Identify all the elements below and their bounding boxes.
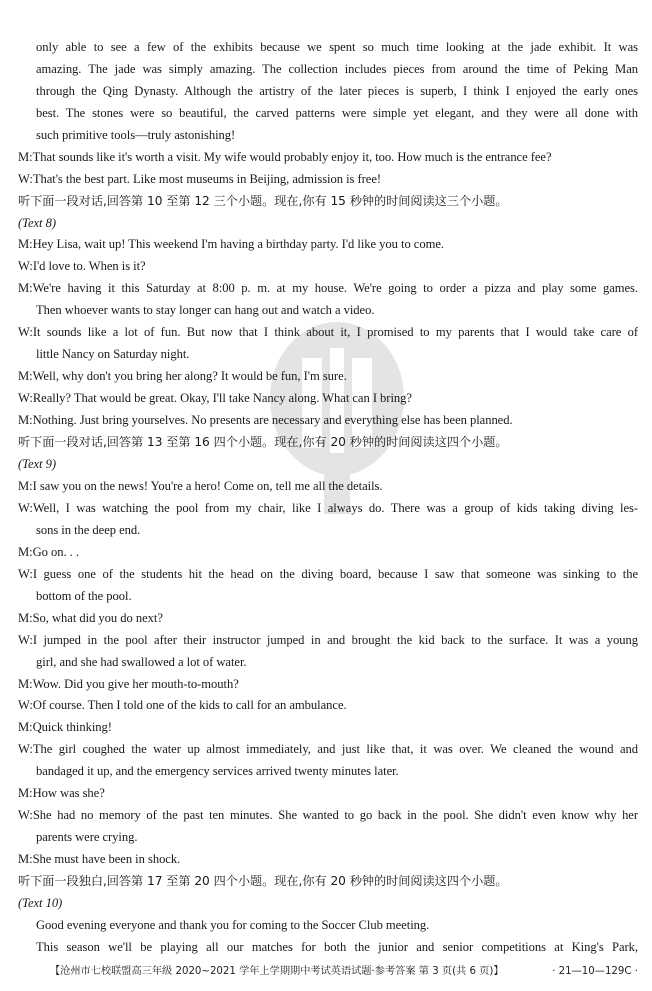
text-line: Then whoever wants to stay longer can hang out and watch a video. <box>36 303 375 317</box>
dialogue-line: M:That sounds like it's worth a visit. My wife would probably enjoy it, too. How much is the entrance fee? <box>18 150 552 164</box>
text-line: such primitive tools—truly astonishing! <box>36 128 236 142</box>
dialogue-line: W:I'd love to. When is it? <box>18 259 146 273</box>
dialogue-line: W:The girl coughed the water up almost immediately, and just like that, it was over. We cleaned the wound and <box>18 742 638 756</box>
text-line: best. The stones were so beautiful, the carved patterns were simple yet elegant, and they were all done with <box>36 106 638 120</box>
text-line: only able to see a few of the exhibits because we spent so much time looking at the jade exhibit. It was <box>36 40 638 54</box>
section-instruction: 听下面一段对话,回答第 10 至第 12 三个小题。现在,你有 15 秒钟的时间阅读这三个小题。 <box>18 194 508 208</box>
text-heading: (Text 8) <box>18 216 56 230</box>
dialogue-line: W:She had no memory of the past ten minutes. She wanted to go back in the pool. She didn't even know why her <box>18 808 638 822</box>
text-line: little Nancy on Saturday night. <box>36 347 190 361</box>
dialogue-line: W:I jumped in the pool after their instructor jumped in and brought the kid back to the surface. It was a young <box>18 633 638 647</box>
page-footer <box>50 965 638 978</box>
dialogue-line: M:How was she? <box>18 786 105 800</box>
dialogue-line: M:She must have been in shock. <box>18 852 181 866</box>
dialogue-line: W:Well, I was watching the pool from my chair, like I always do. There was a group of kids taking diving les- <box>18 501 638 515</box>
text-heading: (Text 10) <box>18 896 63 910</box>
monologue-line: This season we'll be playing all our matches for both the junior and senior competitions at King's Park, <box>36 940 638 954</box>
dialogue-line: M:Hey Lisa, wait up! This weekend I'm having a birthday party. I'd like you to come. <box>18 237 444 251</box>
dialogue-line: M:We're having it this Saturday at 8:00 p. m. at my house. We're going to order a pizza and play some games. <box>18 281 638 295</box>
dialogue-line: M:Go on. . . <box>18 545 79 559</box>
dialogue-line: W:It sounds like a lot of fun. But now that I think about it, I promised to my parents that I would take care of <box>18 325 638 339</box>
dialogue-line: M:Nothing. Just bring yourselves. No presents are necessary and everything else has been planned. <box>18 413 513 427</box>
dialogue-line: W:I guess one of the students hit the head on the diving board, because I saw that someone was sinking to the <box>18 567 638 581</box>
dialogue-line: M:So, what did you do next? <box>18 611 163 625</box>
text-line: amazing. The jade was simply amazing. The collection includes pieces from around the time of Peking Man <box>36 62 638 76</box>
dialogue-line: M:I saw you on the news! You're a hero! Come on, tell me all the details. <box>18 479 383 493</box>
text-line: bottom of the pool. <box>36 589 132 603</box>
dialogue-line: W:Of course. Then I told one of the kids to call for an ambulance. <box>18 698 347 712</box>
text-line: girl, and she had swallowed a lot of water. <box>36 655 247 669</box>
dialogue-line: M:Quick thinking! <box>18 720 112 734</box>
footer-title: 【沧州市七校联盟高三年级 2020~2021 学年上学期期中考试英语试题·参考答案 第 3 页(共 6 页)】 <box>50 966 504 977</box>
text-line: through the Qing Dynasty. Although the artistry of the later pieces is superb, I think I enjoyed the early ones <box>36 84 638 98</box>
dialogue-line: M:Well, why don't you bring her along? It would be fun, I'm sure. <box>18 369 347 383</box>
dialogue-line: M:Wow. Did you give her mouth-to-mouth? <box>18 677 239 691</box>
footer-code: · 21—10—129C · <box>552 966 638 977</box>
text-line: sons in the deep end. <box>36 523 141 537</box>
text-heading: (Text 9) <box>18 457 56 471</box>
text-line: bandaged it up, and the emergency services arrived twenty minutes later. <box>36 764 399 778</box>
dialogue-line: W:That's the best part. Like most museums in Beijing, admission is free! <box>18 172 382 186</box>
section-instruction: 听下面一段独白,回答第 17 至第 20 四个小题。现在,你有 20 秒钟的时间阅读这四个小题。 <box>18 874 508 888</box>
text-line: parents were crying. <box>36 830 138 844</box>
dialogue-line: W:Really? That would be great. Okay, I'll take Nancy along. What can I bring? <box>18 391 412 405</box>
section-instruction: 听下面一段对话,回答第 13 至第 16 四个小题。现在,你有 20 秒钟的时间阅读这四个小题。 <box>18 435 508 449</box>
monologue-line: Good evening everyone and thank you for coming to the Soccer Club meeting. <box>36 918 430 932</box>
